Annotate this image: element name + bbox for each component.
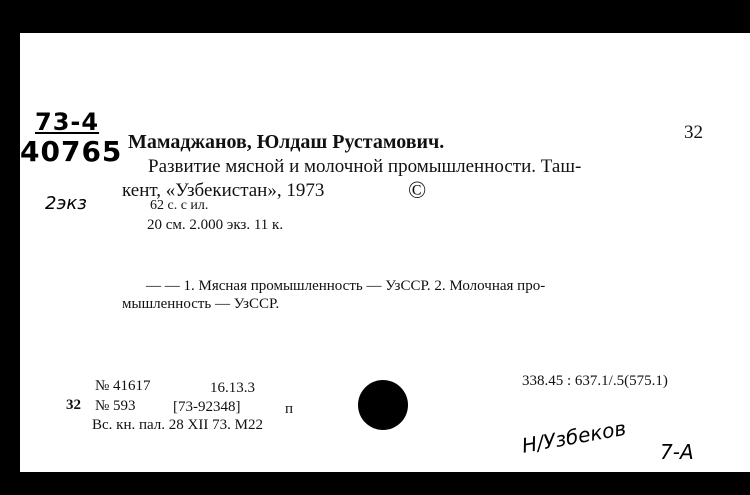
handwritten-inventory-number: 40765 — [20, 135, 123, 168]
author-heading: Мамаджанов, Юлдаш Рустамович. — [128, 131, 445, 153]
subjects-line-1: — — 1. Мясная промышленность — УзССР. 2. Молочная про- — [146, 278, 546, 294]
handwritten-mark: 7-А — [660, 440, 694, 464]
title-line-1: Развитие мясной и молочной промышленности. Таш- — [148, 156, 582, 177]
series-code: [73-92348] — [173, 399, 241, 415]
copyright-symbol: © — [408, 178, 427, 204]
handwritten-note: Н/Узбеков — [519, 415, 628, 458]
series-prefix: 32 — [66, 397, 81, 413]
title-line-2: кент, «Узбекистан», 1973 — [122, 180, 325, 201]
page-count-number: 32 — [684, 122, 703, 143]
card-punch-hole — [358, 380, 408, 430]
record-code: 16.13.3 — [210, 380, 255, 396]
series-suffix: п — [285, 401, 294, 417]
scan-border-bottom — [0, 472, 750, 495]
record-number: № 41617 — [95, 378, 151, 394]
print-info: Вс. кн. пал. 28 XII 73. М22 — [92, 417, 263, 433]
handwritten-copies: 2экз — [45, 193, 87, 214]
udc-classification: 338.45 : 637.1/.5(575.1) — [522, 373, 668, 389]
subjects-line-2: мышленность — УзССР. — [122, 296, 280, 312]
description-line-1: 62 с. с ил. — [150, 198, 209, 213]
handwritten-shelf-code: 73-4 — [35, 108, 100, 136]
description-line-2: 20 см. 2.000 экз. 11 к. — [147, 217, 284, 233]
series-number: № 593 — [95, 398, 136, 414]
